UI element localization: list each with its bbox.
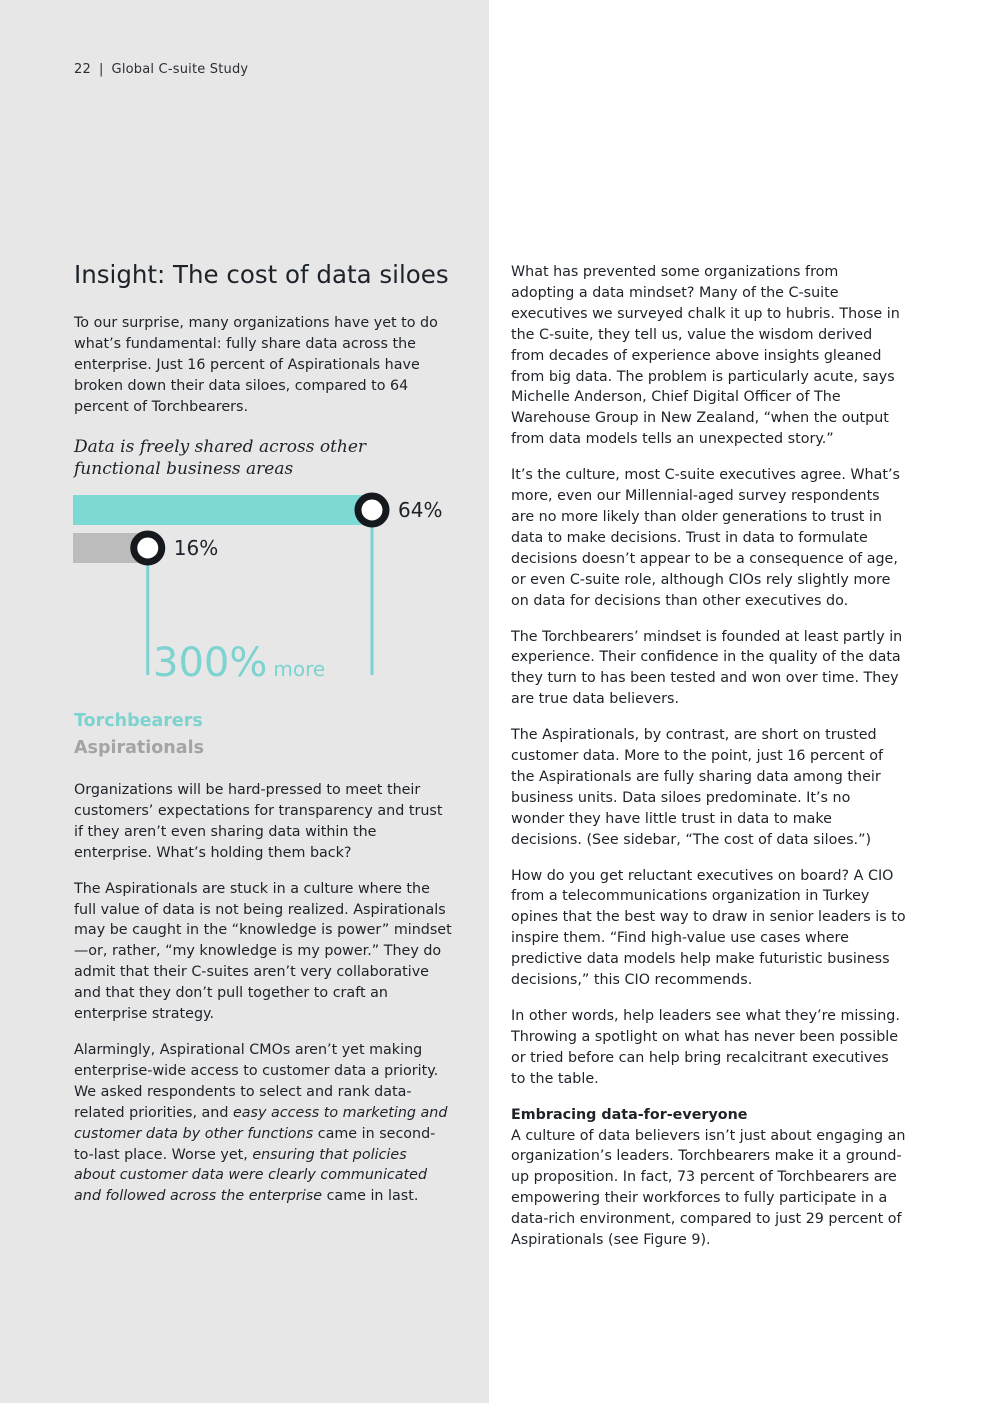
bar-chart [0, 0, 489, 700]
main-paragraph: In other words, help leaders see what they’re missing. Throwing a spotlight on what has never been possible or tried before can help bring recalcitrant executives to the table. [511, 1008, 900, 1087]
sidebar-title: Insight: The cost of data siloes [74, 260, 449, 289]
main-paragraph: How do you get reluctant executives on board? A CIO from a telecommunications organization in Turkey opines that the best way to draw in senior leaders is to inspire them. “Find high-value use cases where predictive data models help make futuristic business decisions,” this CIO recommends. [511, 867, 906, 989]
bar-end-marker-aspirationals [134, 534, 162, 562]
sidebar-paragraph: Organizations will be hard-pressed to meet their customers’ expectations for transparency and trust if they aren’t even sharing data within the enterprise. What’s holding them back? [74, 782, 443, 861]
page-number: 22 [74, 62, 91, 77]
main-column [511, 262, 906, 1266]
document-title: Global C-suite Study [111, 62, 249, 77]
bar-torchbearers [73, 495, 372, 525]
sidebar-paragraph: The Aspirationals are stuck in a culture where the full value of data is not being realized. Aspirationals may be caught in the “knowledge is power” mindset—or, rather, “my knowledge is my power.” They do admit that their C-suites aren’t very collaborative and that they don’t pull together to craft an enterprise strategy. [74, 880, 452, 1023]
final-paragraph: A culture of data believers isn’t just about engaging an organization’s leaders. Torchbearers make it a ground-up proposition. In fact, 73 percent of Torchbearers are empowering their workforces to fully participate in a data-rich environment, compared to just 29 percent of Aspirationals (see Figure 9). [511, 1127, 906, 1249]
main-paragraph: What has prevented some organizations from adopting a data mindset? Many of the C-suite executives we surveyed chalk it up to hubris. Those in the C-suite, they tell us, value the wisdom derived from decades of experience above insights gleaned from big data. The problem is particularly acute, says Michelle Anderson, Chief Digital Officer of The Warehouse Group in New Zealand, “when the output from data models tells an unexpected story.” [511, 264, 900, 448]
difference-annotation [153, 640, 325, 686]
value-label-aspirationals: 16% [173, 536, 219, 560]
chart-title-line-2: functional business areas [74, 459, 294, 479]
difference-value: 300% [153, 640, 268, 686]
main-paragraph: The Torchbearers’ mindset is founded at least partly in experience. Their confidence in the quality of the data they turn to has been tested and won over time. They are true data believers. [511, 628, 903, 708]
text-run: came in second-to-last place. Worse yet, [74, 1125, 436, 1163]
value-label-torchbearers: 64% [398, 498, 443, 522]
main-paragraph: The Aspirationals, by contrast, are short on trusted customer data. More to the point, just 16 percent of the Aspirationals are fully sharing data among their business units. Data siloes predominate. It’s no wonder they have little trust in data to make decisions. (See sidebar, “The cost of data siloes.”) [511, 727, 884, 848]
bar-end-marker-torchbearers [358, 496, 386, 524]
difference-suffix: more [273, 657, 326, 681]
legend-aspirationals: Aspirationals [74, 738, 204, 758]
section-subheading: Embracing data-for-everyone [511, 1106, 748, 1123]
emphasis-run: easy access to marketing and customer data by other functions [74, 1104, 448, 1142]
chart-legend [74, 708, 204, 762]
text-run: Alarmingly, Aspirational CMOs aren’t yet making enterprise-wide access to customer data a priority. We asked respondents to select and rank data-related priorities, and [74, 1041, 439, 1121]
sidebar-paragraph-priorities [74, 1040, 452, 1207]
final-section [511, 1105, 906, 1251]
header-separator: | [98, 62, 104, 77]
chart-title-line-1: Data is freely shared across other [74, 437, 367, 457]
sidebar-intro: To our surprise, many organizations have yet to do what’s fundamental: fully share data across the enterprise. Just 16 percent of Aspirationals have broken down their data siloes, compared to 64 percent of Torchbearers. [74, 315, 438, 415]
legend-torchbearers: Torchbearers [74, 711, 203, 731]
sidebar-body [74, 780, 452, 1222]
emphasis-run: ensuring that policies about customer data were clearly communicated and followed across the enterprise [74, 1146, 428, 1205]
text-run: came in last. [322, 1188, 419, 1205]
main-paragraph: It’s the culture, most C-suite executives agree. What’s more, even our Millennial-aged survey respondents are no more likely than older generations to trust in data to make decisions. Trust in data to formulate decisions doesn’t appear to be a consequence of age, or even C-suite role, although CIOs rely slightly more on data for decisions than other executives do. [511, 467, 900, 609]
